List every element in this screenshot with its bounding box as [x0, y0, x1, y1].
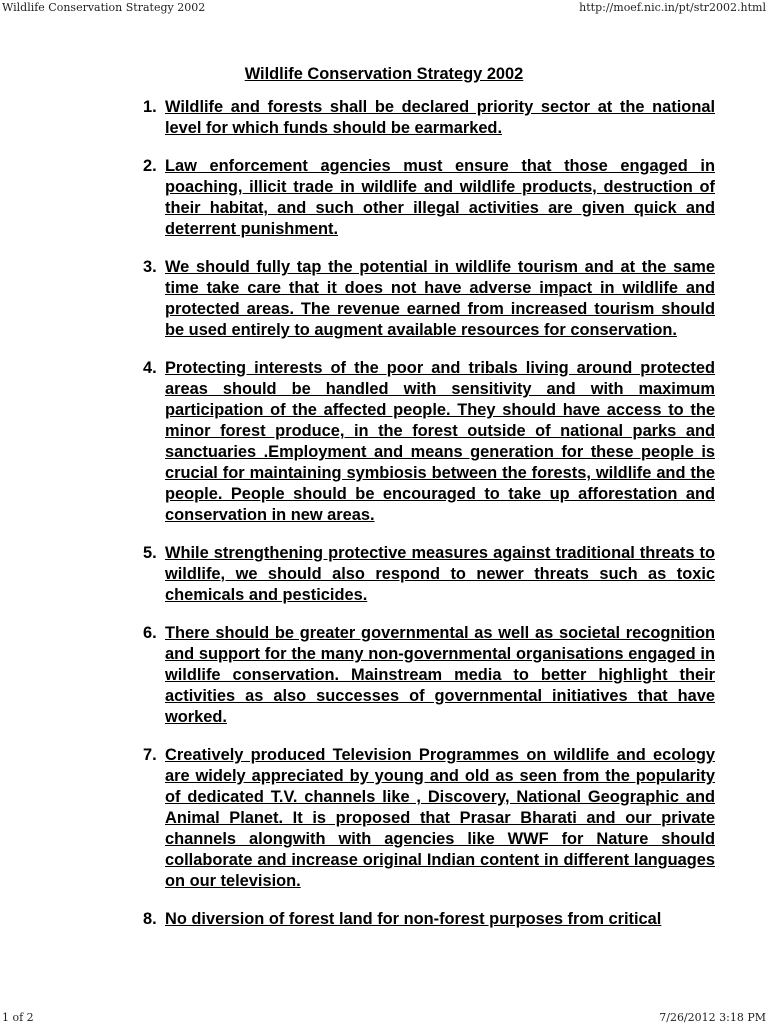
print-footer — [0, 1010, 768, 1024]
document-body — [0, 62, 768, 947]
list-item-text: We should fully tap the potential in wildlife tourism and at the same time take care that it does not have adverse impact in wildlife and protected areas. The revenue earned from increased tourism should be used entirely to augment available resources for conservation. — [165, 258, 715, 339]
list-item — [0, 745, 768, 892]
list-item — [0, 156, 768, 240]
list-item-number: 8. — [143, 910, 157, 928]
list-item-text: There should be greater governmental as well as societal recognition and support for the many non-governmental organisations engaged in wildlife conservation. Mainstream media to better highlight their activities as also successes of governmental initiatives that have worked. — [165, 624, 715, 726]
print-header-url: http://moef.nic.in/pt/str2002.html — [579, 1, 766, 14]
list-item — [0, 623, 768, 728]
print-datetime: 7/26/2012 3:18 PM — [659, 1011, 766, 1024]
list-item — [0, 358, 768, 526]
list-item-text: Protecting interests of the poor and tribals living around protected areas should be handled with sensitivity and with maximum participation of the affected people. They should have access to the minor forest produce, in the forest outside of national parks and sanctuaries .Employment and means generation for these people is crucial for maintaining symbiosis between the forests, wildlife and the people. People should be encouraged to take up afforestation and conservation in new areas. — [165, 359, 715, 524]
list-item-text: No diversion of forest land for non-forest purposes from critical — [165, 910, 662, 928]
list-item-text: Law enforcement agencies must ensure that those engaged in poaching, illicit trade in wildlife and wildlife products, destruction of their habitat, and such other illegal activities are given quick and deterrent punishment. — [165, 157, 715, 238]
list-item-number: 5. — [143, 544, 157, 562]
list-item-text: Creatively produced Television Programmes on wildlife and ecology are widely appreciated by young and old as seen from the popularity of dedicated T.V. channels like , Discovery, National Geographic and Animal Planet. It is proposed that Prasar Bharati and our private channels alongwith with agencies like WWF for Nature should collaborate and increase original Indian content in different languages on our television. — [165, 746, 715, 890]
list-item-number: 1. — [143, 98, 157, 116]
list-item-number: 3. — [143, 258, 157, 276]
list-item-text: Wildlife and forests shall be declared priority sector at the national level for which funds should be earmarked. — [165, 98, 715, 137]
list-item — [0, 257, 768, 341]
list-item-number: 7. — [143, 746, 157, 764]
list-item — [0, 909, 768, 930]
list-item-number: 2. — [143, 157, 157, 175]
list-item-text: While strengthening protective measures against traditional threats to wildlife, we should also respond to newer threats such as toxic chemicals and pesticides. — [165, 544, 715, 604]
print-header-title: Wildlife Conservation Strategy 2002 — [2, 1, 206, 14]
list-item — [0, 97, 768, 139]
list-item-number: 6. — [143, 624, 157, 642]
print-header — [0, 0, 768, 16]
list-item — [0, 543, 768, 606]
list-item-number: 4. — [143, 359, 157, 377]
strategy-list — [0, 97, 768, 930]
page-number: 1 of 2 — [2, 1011, 34, 1024]
document-title: Wildlife Conservation Strategy 2002 — [244, 65, 524, 83]
